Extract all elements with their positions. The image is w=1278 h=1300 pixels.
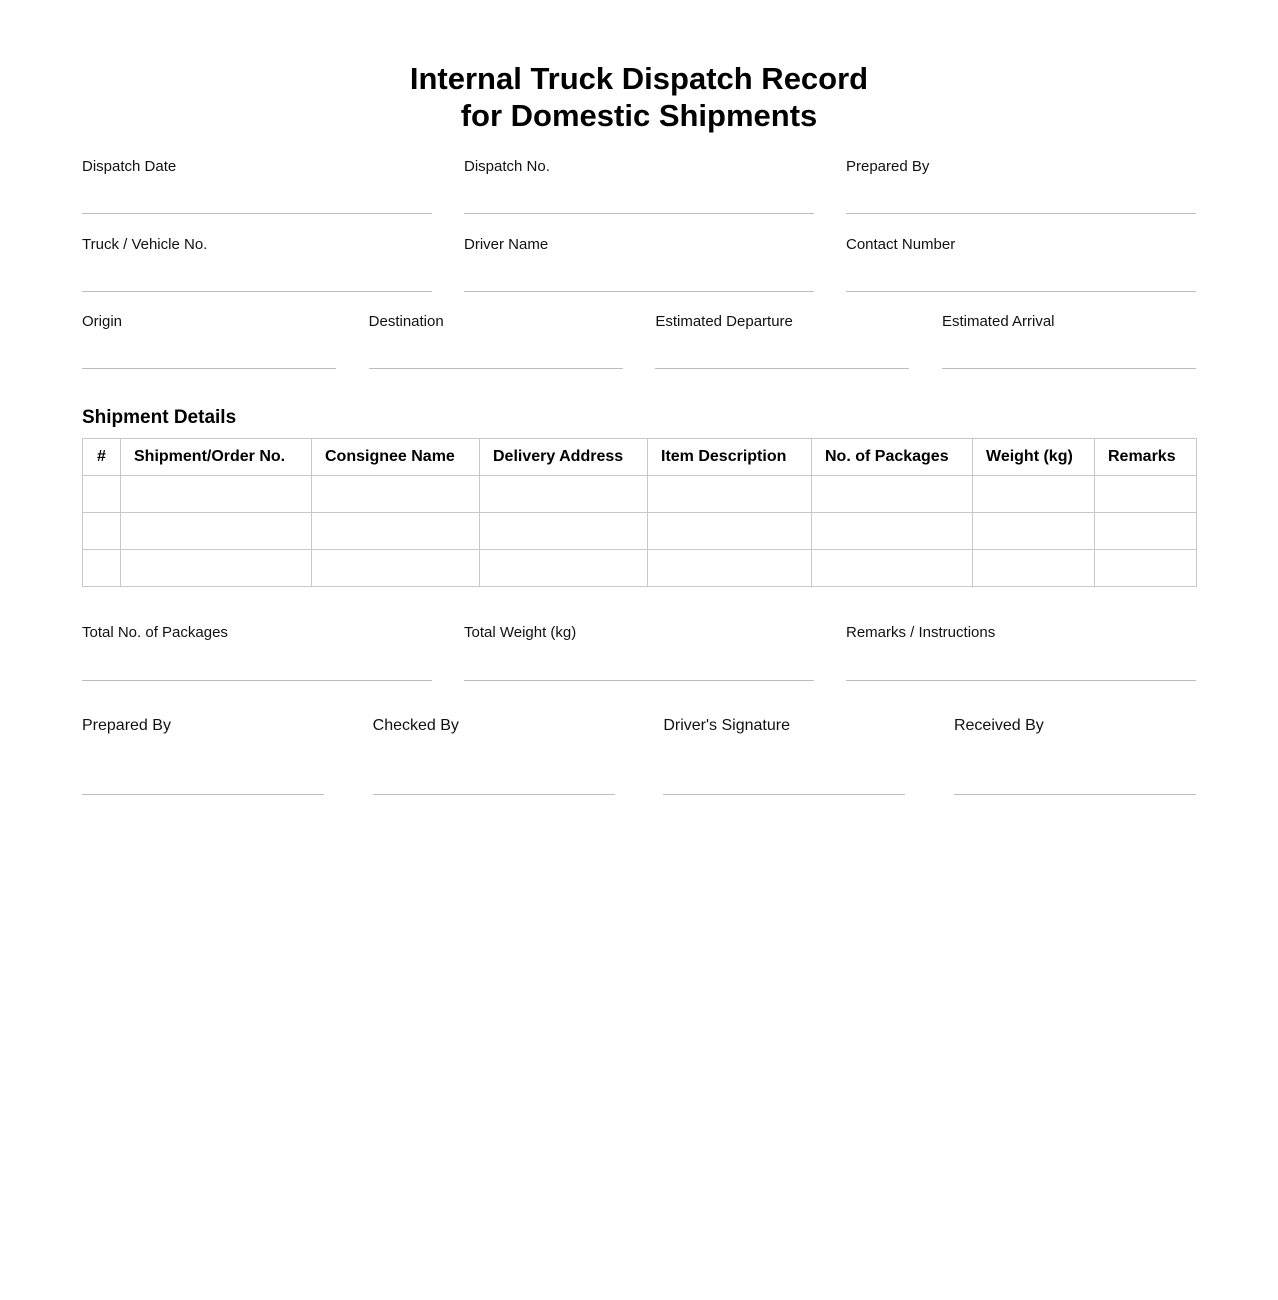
dispatch-date-field[interactable] (82, 158, 432, 215)
destination-label: Destination (368, 313, 444, 330)
dispatch-date-line[interactable] (82, 213, 432, 214)
table-header-row (83, 439, 1197, 476)
signature-checked-by-label: Checked By (372, 717, 459, 734)
driver-name-label: Driver Name (464, 236, 549, 253)
table-cell[interactable] (121, 476, 312, 513)
table-row (83, 513, 1197, 550)
table-cell[interactable] (973, 550, 1095, 587)
driver-name-field[interactable] (464, 236, 814, 293)
table-cell[interactable] (480, 476, 648, 513)
estimated-arrival-label: Estimated Arrival (941, 313, 1055, 330)
total-weight-field[interactable] (464, 624, 814, 681)
page-title (82, 60, 1196, 134)
table-row (83, 550, 1197, 587)
prepared-by-field[interactable] (846, 158, 1196, 215)
origin-line[interactable] (82, 368, 336, 369)
shipment-details-heading: Shipment Details (82, 407, 237, 428)
column-header-number: # (83, 439, 121, 476)
signature-driver[interactable] (663, 716, 905, 795)
totals-row (82, 624, 1196, 681)
prepared-by-label: Prepared By (846, 158, 930, 175)
table-cell[interactable] (1095, 513, 1197, 550)
estimated-departure-line[interactable] (655, 368, 909, 369)
estimated-departure-label: Estimated Departure (655, 313, 793, 330)
table-cell[interactable] (121, 513, 312, 550)
table-cell[interactable] (973, 513, 1095, 550)
signature-driver-line[interactable] (663, 794, 905, 795)
table-cell[interactable] (1095, 476, 1197, 513)
vehicle-no-line[interactable] (82, 291, 432, 292)
signature-prepared-by-label: Prepared By (82, 717, 171, 734)
table-cell[interactable] (648, 476, 812, 513)
remarks-instructions-label: Remarks / Instructions (846, 624, 996, 641)
column-header-consignee: Consignee Name (312, 439, 480, 476)
remarks-instructions-field[interactable] (846, 624, 1196, 681)
column-header-packages: No. of Packages (812, 439, 973, 476)
total-packages-label: Total No. of Packages (82, 624, 228, 641)
signatures-row (82, 716, 1196, 795)
table-cell[interactable] (480, 513, 648, 550)
table-cell[interactable] (312, 513, 480, 550)
signature-received-by[interactable] (954, 716, 1196, 795)
total-packages-line[interactable] (82, 680, 432, 681)
driver-name-line[interactable] (464, 291, 814, 292)
column-header-order-no: Shipment/Order No. (121, 439, 312, 476)
column-header-address: Delivery Address (480, 439, 648, 476)
table-cell[interactable] (83, 476, 121, 513)
origin-label: Origin (82, 313, 123, 330)
signature-prepared-by-line[interactable] (82, 794, 324, 795)
signature-received-by-line[interactable] (954, 794, 1196, 795)
contact-number-label: Contact Number (846, 236, 956, 253)
title-line-2: for Domestic Shipments (460, 98, 818, 133)
dispatch-no-field[interactable] (464, 158, 814, 215)
table-cell[interactable] (83, 513, 121, 550)
table-cell[interactable] (312, 550, 480, 587)
vehicle-no-label: Truck / Vehicle No. (82, 236, 208, 253)
contact-number-line[interactable] (846, 291, 1196, 292)
table-cell[interactable] (121, 550, 312, 587)
remarks-instructions-line[interactable] (846, 680, 1196, 681)
table-cell[interactable] (973, 476, 1095, 513)
table-cell[interactable] (812, 513, 973, 550)
vehicle-no-field[interactable] (82, 236, 432, 293)
signature-received-by-label: Received By (953, 717, 1044, 734)
total-weight-line[interactable] (464, 680, 814, 681)
total-weight-label: Total Weight (kg) (464, 624, 577, 641)
table-row (83, 476, 1197, 513)
table-cell[interactable] (312, 476, 480, 513)
header-row-2 (82, 236, 1196, 293)
column-header-item-description: Item Description (648, 439, 812, 476)
table-cell[interactable] (480, 550, 648, 587)
prepared-by-line[interactable] (846, 213, 1196, 214)
header-row-3 (82, 313, 1196, 370)
table-cell[interactable] (812, 550, 973, 587)
estimated-arrival-line[interactable] (942, 368, 1196, 369)
dispatch-date-label: Dispatch Date (82, 158, 177, 175)
dispatch-form (82, 0, 1196, 734)
table-cell[interactable] (1095, 550, 1197, 587)
estimated-departure-field[interactable] (655, 313, 909, 370)
signature-prepared-by[interactable] (82, 716, 324, 795)
dispatch-no-line[interactable] (464, 213, 814, 214)
header-row-1 (82, 158, 1196, 215)
dispatch-no-label: Dispatch No. (464, 158, 550, 175)
total-packages-field[interactable] (82, 624, 432, 681)
destination-line[interactable] (369, 368, 623, 369)
shipment-table (82, 438, 1197, 587)
contact-number-field[interactable] (846, 236, 1196, 293)
table-cell[interactable] (812, 476, 973, 513)
table-cell[interactable] (83, 550, 121, 587)
origin-field[interactable] (82, 313, 336, 370)
destination-field[interactable] (369, 313, 623, 370)
column-header-remarks: Remarks (1095, 439, 1197, 476)
table-cell[interactable] (648, 550, 812, 587)
column-header-weight: Weight (kg) (973, 439, 1095, 476)
estimated-arrival-field[interactable] (942, 313, 1196, 370)
signature-checked-by-line[interactable] (373, 794, 615, 795)
signature-checked-by[interactable] (373, 716, 615, 795)
table-cell[interactable] (648, 513, 812, 550)
signature-driver-label: Driver's Signature (663, 717, 790, 734)
title-line-1: Internal Truck Dispatch Record (409, 61, 869, 96)
